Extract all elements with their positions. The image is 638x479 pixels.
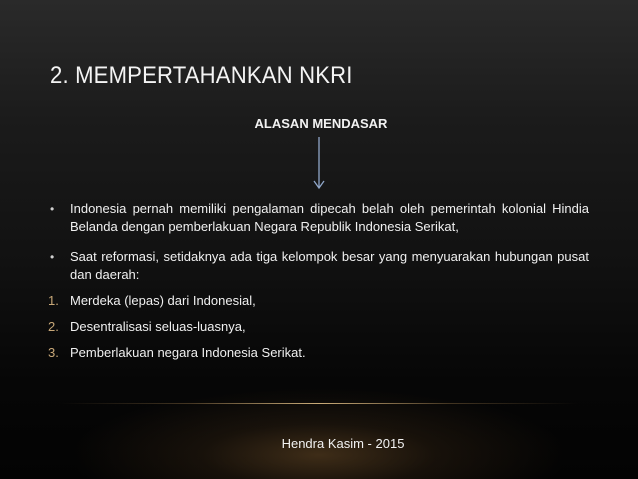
list-item: [48, 318, 589, 336]
slide-footer: Hendra Kasim - 2015: [281, 436, 405, 451]
bullet-marker: •: [50, 250, 55, 264]
bullet-marker: •: [50, 202, 55, 216]
list-item-text: Indonesia pernah memiliki pengalaman dipecah belah oleh pemerintah kolonial Hindia Belanda dengan pemberlakuan Negara Republik Indonesia Serikat,: [70, 201, 589, 234]
list-item: [48, 248, 589, 284]
list-item-text: Pemberlakuan negara Indonesia Serikat.: [70, 345, 306, 360]
content-list: [48, 200, 589, 362]
number-marker: 2.: [48, 319, 59, 334]
slide-title: 2. MEMPERTAHANKAN NKRI: [50, 62, 353, 89]
list-item-text: Saat reformasi, setidaknya ada tiga kelompok besar yang menyuarakan hubungan pusat dan daerah:: [70, 249, 589, 282]
list-item-text: Merdeka (lepas) dari Indonesial,: [70, 293, 256, 308]
list-item: [48, 292, 589, 310]
list-item: [48, 344, 589, 362]
footer-glow-divider: [60, 403, 578, 404]
list-item: [48, 200, 589, 236]
down-arrow-icon: [311, 137, 327, 193]
list-item-text: Desentralisasi seluas-luasnya,: [70, 319, 246, 334]
number-marker: 3.: [48, 345, 59, 360]
number-marker: 1.: [48, 293, 59, 308]
slide-subtitle: ALASAN MENDASAR: [254, 116, 388, 131]
